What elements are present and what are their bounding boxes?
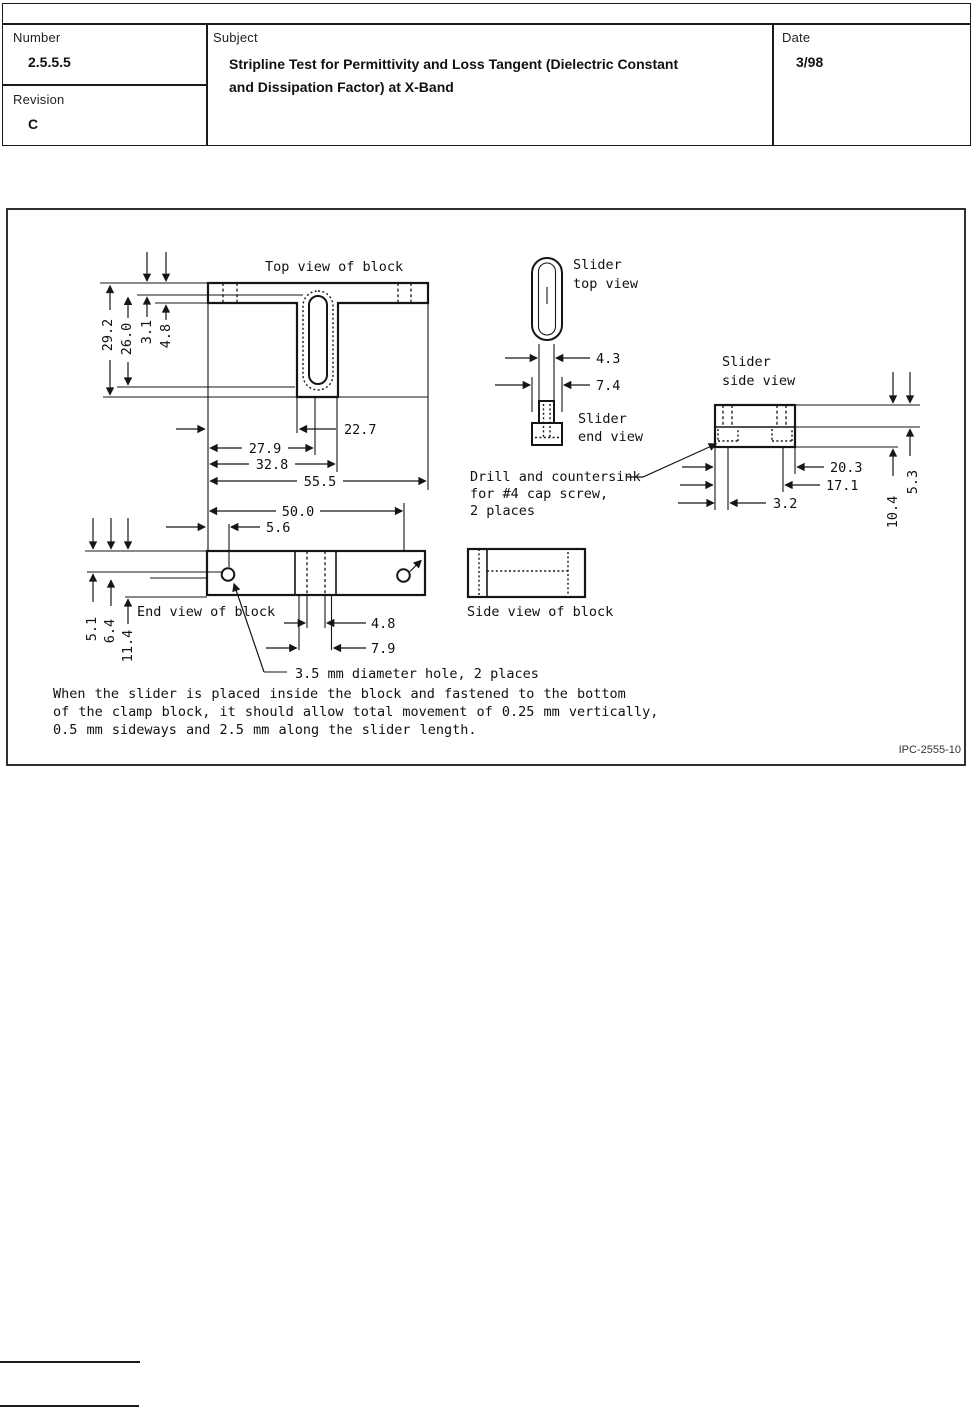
header-top-row-divider: [3, 23, 970, 25]
dim-20-3: 20.3: [830, 460, 863, 476]
slider-side-label-1: Slider: [722, 354, 771, 370]
slider-width-dimensions: [495, 351, 620, 394]
dim-4-8-top: 4.8: [158, 323, 174, 349]
top-view-left-dimensions: [100, 252, 174, 395]
dim-22-7: 22.7: [344, 422, 377, 438]
footnote-rule-2: [0, 1405, 139, 1407]
slot-countersink-outline: [303, 291, 333, 390]
drill-countersink-note: [470, 444, 716, 519]
dim-4-8-end: 4.8: [371, 616, 396, 632]
date-label: Date: [782, 30, 811, 45]
side-view-outline: [468, 549, 585, 597]
figure-drawing: [6, 208, 967, 767]
hidden-hole-lines: [223, 283, 411, 303]
slider-side-countersinks: [718, 429, 792, 441]
caption-line2: of the clamp block, it should allow total movement of 0.25 mm vertically,: [53, 704, 659, 720]
block-top-view-outline: [208, 283, 428, 397]
dim-50-0: 50.0: [281, 504, 315, 520]
hole-note-text: 3.5 mm diameter hole, 2 places: [295, 666, 539, 682]
slot-outline: [309, 296, 327, 384]
dim-5-1: 5.1: [84, 616, 100, 642]
dim-5-3: 5.3: [905, 469, 921, 495]
end-view-of-block-drawing: [84, 503, 539, 682]
top-view-title: Top view of block: [265, 259, 404, 275]
figure-id-label: IPC-2555-10: [898, 744, 961, 756]
end-view-extension-lines: [85, 503, 404, 650]
top-view-of-block-drawing: [100, 252, 428, 551]
end-view-outline: [207, 551, 425, 595]
dim-29-2: 29.2: [100, 318, 116, 352]
slider-side-hidden-holes: [723, 405, 786, 427]
drill-note-line2: for #4 cap screw,: [470, 486, 609, 502]
dim-7-9: 7.9: [371, 641, 396, 657]
drill-note-line3: 2 places: [470, 503, 536, 519]
dim-3-2: 3.2: [773, 496, 798, 512]
header-revision-divider: [3, 84, 206, 86]
dim-4-3: 4.3: [596, 351, 621, 367]
footnote-rule-1: [0, 1361, 140, 1363]
dim-11-4: 11.4: [120, 629, 136, 663]
revision-label: Revision: [13, 92, 65, 107]
right-hole-pointer: [410, 561, 421, 572]
subject-title-line2: and Dissipation Factor) at X-Band: [229, 79, 454, 95]
subject-label: Subject: [213, 30, 258, 45]
side-view-title: Side view of block: [467, 604, 614, 620]
figure-caption: [53, 686, 658, 738]
slider-end-view-drawing: [532, 401, 644, 445]
date-value: 3/98: [796, 54, 824, 70]
slider-end-stem: [539, 401, 554, 423]
side-view-hidden-lines: [479, 549, 568, 597]
slider-end-label-1: Slider: [578, 411, 627, 427]
slider-top-view-drawing: [495, 257, 639, 412]
caption-line3: 0.5 mm sideways and 2.5 mm along the slider length.: [53, 722, 477, 738]
slider-side-label-2: side view: [722, 373, 796, 389]
end-view-dimensions: [84, 504, 402, 662]
hole-note: [234, 584, 539, 682]
dim-5-6: 5.6: [266, 520, 291, 536]
slider-end-base: [532, 423, 562, 445]
end-view-channel-lines: [295, 551, 336, 595]
end-view-right-hole: [397, 569, 410, 582]
dim-7-4: 7.4: [596, 378, 621, 394]
top-view-bottom-dimensions: [176, 422, 426, 490]
number-label: Number: [13, 30, 61, 45]
side-view-of-block-drawing: [467, 549, 613, 620]
slider-top-label-2: top view: [573, 276, 639, 292]
dim-26-0: 26.0: [119, 322, 135, 356]
dim-17-1: 17.1: [826, 478, 859, 494]
end-view-left-hole: [222, 568, 235, 581]
dim-3-1: 3.1: [139, 319, 155, 345]
slider-top-label-1: Slider: [573, 257, 622, 273]
caption-line1: When the slider is placed inside the block and fastened to the bottom: [53, 686, 626, 702]
drill-note-line1: Drill and countersink: [470, 469, 641, 485]
dim-27-9: 27.9: [248, 441, 282, 457]
slider-end-label-2: end view: [578, 429, 644, 445]
end-view-hidden-lines: [307, 551, 325, 595]
dim-10-4: 10.4: [885, 495, 901, 529]
revision-value: C: [28, 116, 39, 132]
dim-55-5: 55.5: [303, 474, 337, 490]
slider-side-extension-lines: [715, 405, 920, 510]
dim-6-4: 6.4: [102, 618, 118, 644]
slider-side-view-drawing: [678, 354, 921, 528]
header-col-divider-1: [206, 23, 208, 145]
number-value: 2.5.5.5: [28, 54, 71, 70]
header-table: [2, 3, 971, 146]
end-view-title: End view of block: [137, 604, 276, 620]
dim-32-8: 32.8: [255, 457, 289, 473]
subject-title-line1: Stripline Test for Permittivity and Loss Tangent (Dielectric Constant: [229, 56, 679, 72]
